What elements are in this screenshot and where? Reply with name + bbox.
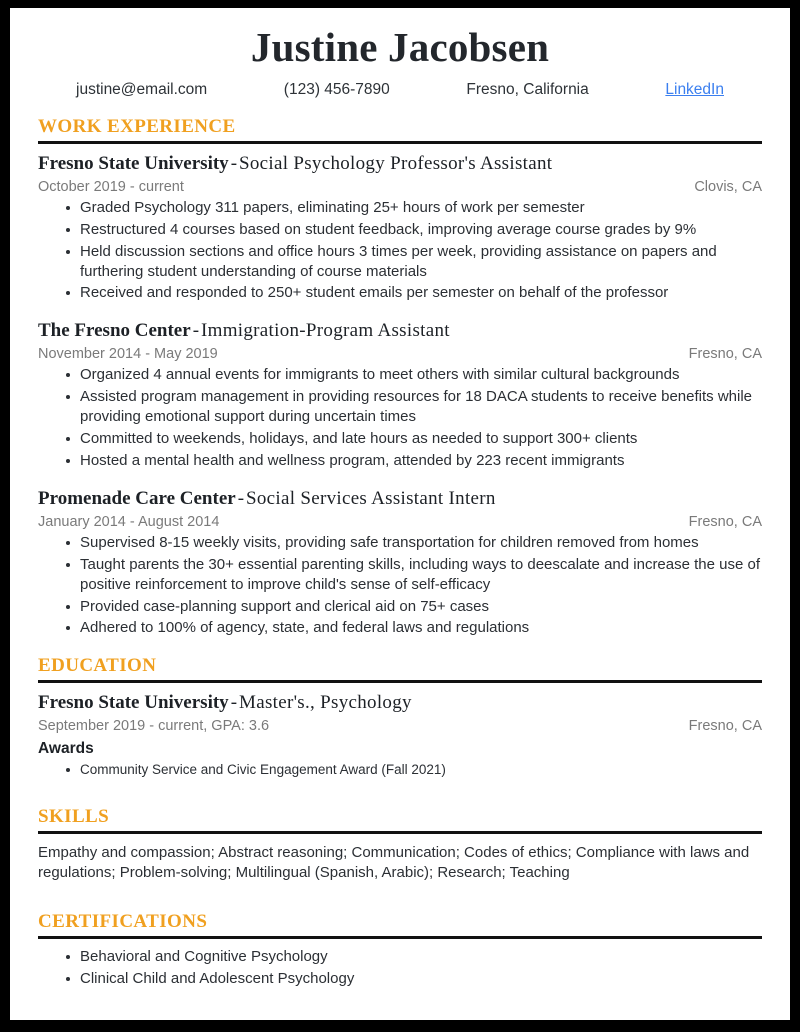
skills-text: Empathy and compassion; Abstract reasoning; Communication; Codes of ethics; Compliance with laws and regulations; Problem-solving; Multilingual (Spanish, Arabic); Research; Teaching — [38, 843, 750, 882]
entry-organization: Fresno State University — [38, 692, 229, 714]
list-item: Adhered to 100% of agency, state, and federal laws and regulations — [66, 618, 762, 638]
entry-dates: September 2019 - current, GPA: 3.6 — [38, 718, 270, 735]
section-work-experience — [38, 117, 762, 638]
resume-page — [10, 8, 790, 1020]
certifications-bullets — [38, 947, 762, 989]
entry-heading — [38, 488, 762, 511]
entry-role: Immigration-Program Assistant — [201, 320, 450, 342]
entry-meta — [38, 718, 762, 734]
section-heading: WORK EXPERIENCE — [38, 116, 236, 138]
entry-bullets — [38, 365, 762, 471]
entry-meta — [38, 346, 762, 362]
section-heading: SKILLS — [38, 805, 110, 827]
list-item: Assisted program management in providing resources for 18 DACA students to receive benefits while providing emotional support during uncertain times — [66, 387, 762, 427]
entry-organization: The Fresno Center — [38, 320, 191, 342]
entry-role: Social Services Assistant Intern — [246, 487, 496, 509]
entry-separator: - — [230, 152, 238, 174]
list-item: Received and responded to 250+ student emails per semester on behalf of the professor — [66, 283, 762, 303]
entry-role: Social Psychology Professor's Assistant — [239, 152, 553, 174]
entry-dates: January 2014 - August 2014 — [38, 513, 220, 530]
section-heading: EDUCATION — [38, 655, 157, 677]
entry-separator: - — [230, 692, 238, 714]
list-item: Supervised 8-15 weekly visits, providing safe transportation for children removed from homes — [66, 533, 762, 553]
entry-meta — [38, 179, 762, 195]
section-skills — [38, 807, 762, 884]
entry-organization: Fresno State University — [38, 152, 229, 174]
experience-entry — [38, 320, 762, 470]
entry-separator: - — [237, 487, 245, 509]
contact-row — [38, 69, 762, 99]
resume-header — [38, 26, 762, 99]
list-item: Behavioral and Cognitive Psychology — [66, 947, 762, 967]
list-item: Organized 4 annual events for immigrants to meet others with similar cultural backgrounds — [66, 365, 762, 385]
section-divider — [38, 936, 762, 939]
experience-entry — [38, 488, 762, 638]
awards-subheading: Awards — [38, 740, 94, 758]
entry-degree: Master's., Psychology — [239, 692, 412, 714]
list-item: Graded Psychology 311 papers, eliminating 25+ hours of work per semester — [66, 198, 762, 218]
entry-bullets — [38, 198, 762, 304]
list-item: Taught parents the 30+ essential parenting skills, including ways to deescalate and increase the use of positive reinforcement to improve child's sense of self-efficacy — [66, 555, 762, 595]
entry-organization: Promenade Care Center — [38, 487, 236, 509]
list-item: Restructured 4 courses based on student feedback, improving average course grades by 9% — [66, 220, 762, 240]
entry-dates: November 2014 - May 2019 — [38, 346, 218, 363]
list-item: Community Service and Civic Engagement Award (Fall 2021) — [66, 761, 762, 779]
contact-phone: (123) 456-7890 — [283, 81, 390, 99]
contact-location: Fresno, California — [466, 81, 589, 99]
section-education — [38, 656, 762, 778]
list-item: Hosted a mental health and wellness program, attended by 223 recent immigrants — [66, 451, 762, 471]
entry-separator: - — [192, 320, 200, 342]
linkedin-link[interactable]: LinkedIn — [665, 81, 724, 99]
contact-email: justine@email.com — [76, 81, 208, 99]
list-item: Held discussion sections and office hours 3 times per week, providing assistance on papers and furthering student understanding of course materials — [66, 242, 762, 282]
experience-entry — [38, 153, 762, 303]
section-heading: CERTIFICATIONS — [38, 910, 208, 932]
list-item: Committed to weekends, holidays, and late hours as needed to support 300+ clients — [66, 429, 762, 449]
section-certifications — [38, 912, 762, 989]
entry-location: Fresno, CA — [688, 513, 762, 530]
education-entry — [38, 692, 762, 778]
section-divider — [38, 680, 762, 683]
entry-heading — [38, 692, 762, 715]
entry-bullets — [38, 533, 762, 639]
section-divider — [38, 831, 762, 834]
entry-meta — [38, 514, 762, 530]
entry-location: Clovis, CA — [694, 178, 762, 195]
entry-location: Fresno, CA — [688, 346, 762, 363]
entry-dates: October 2019 - current — [38, 178, 184, 195]
list-item: Clinical Child and Adolescent Psychology — [66, 969, 762, 989]
entry-heading — [38, 320, 762, 343]
list-item: Provided case-planning support and clerical aid on 75+ cases — [66, 597, 762, 617]
awards-bullets — [38, 761, 762, 779]
section-divider — [38, 141, 762, 144]
page-title: Justine Jacobsen — [250, 24, 550, 70]
entry-heading — [38, 153, 762, 176]
entry-location: Fresno, CA — [688, 718, 762, 735]
